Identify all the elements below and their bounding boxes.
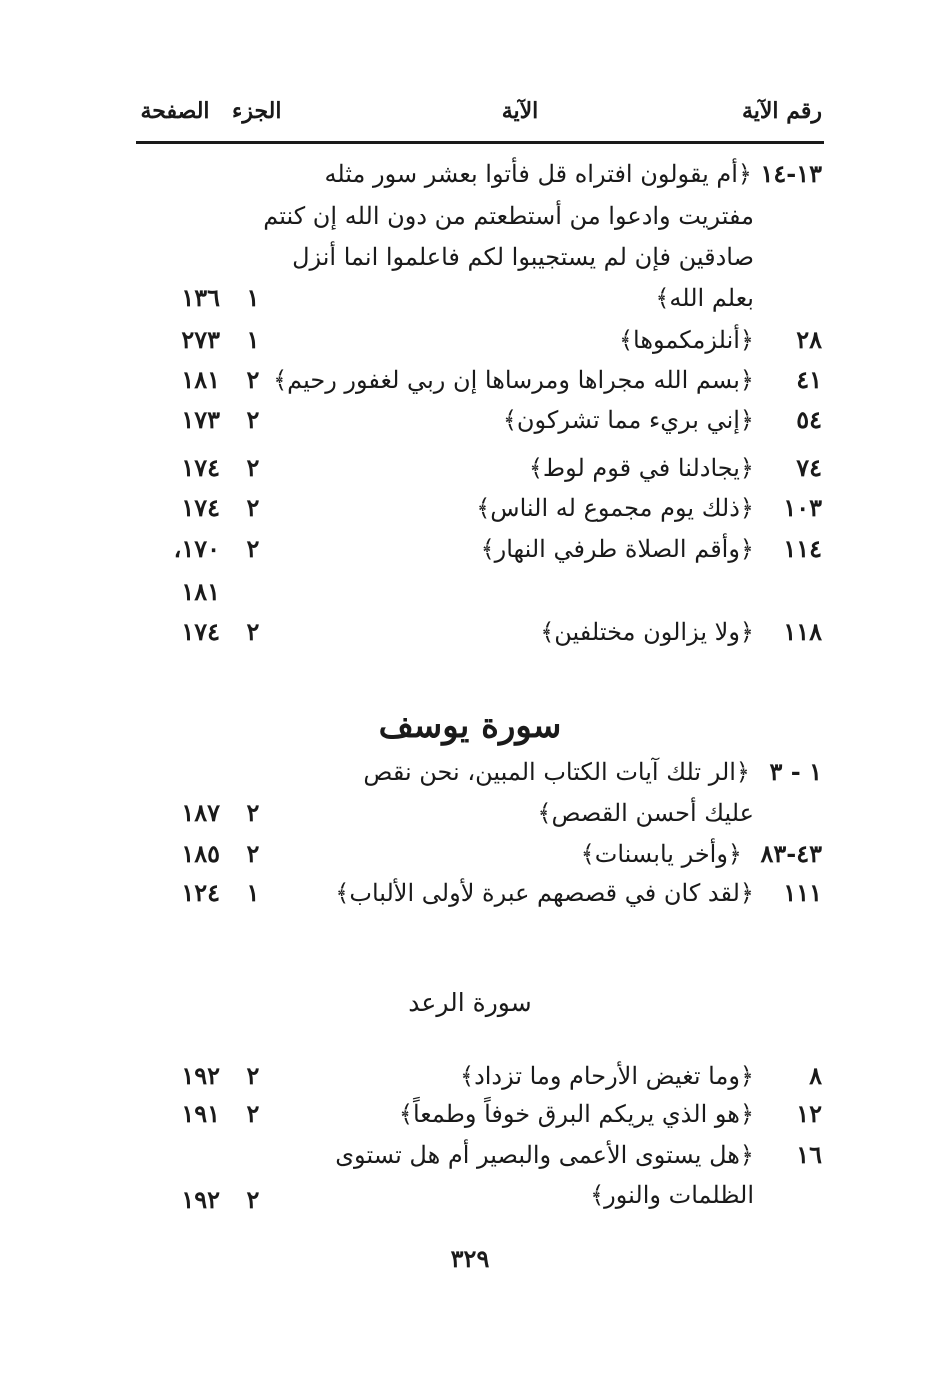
entry-verse-line: ﴿بسم الله مجراها ومرساها إن ربي لغفور رحيم﴾ (273, 366, 754, 394)
entry-verse-line: عليك أحسن القصص﴾ (537, 799, 754, 827)
entry-page: ١٩٢ (181, 1185, 220, 1214)
entry-juz: ٢ (246, 839, 260, 868)
entry-verse-line: ﴿أنلزمكموها﴾ (618, 326, 754, 354)
entry-verse-line: ﴿إني بريء مما تشركون﴾ (502, 406, 754, 434)
entry-verse-line: ﴿وما تغيض الأرحام وما تزداد﴾ (460, 1062, 754, 1090)
entry-page: ١٢٤ (181, 878, 220, 907)
entry-page: ١٨١ (181, 577, 220, 606)
entry-page: ١٧٣ (181, 405, 220, 434)
entry-juz: ٢ (246, 1061, 260, 1090)
entry-page: ١٧٤ (181, 493, 220, 522)
entry-verse-line: ﴿أم يقولون افتراه قل فأتوا بعشر سور مثله (324, 160, 752, 188)
entry-number: ٧٤ (796, 453, 822, 482)
entry-verse-line: ﴿وأقم الصلاة طرفي النهار﴾ (480, 535, 754, 563)
entry-number: ١٦ (796, 1140, 822, 1169)
entry-juz: ٢ (246, 453, 260, 482)
header-juz: الجزء (232, 98, 282, 124)
entry-number: ٢٨ (796, 325, 822, 354)
entry-juz: ٢ (246, 798, 260, 827)
entry-verse-line: ﴿لقد كان في قصصهم عبرة لأولى الألباب﴾ (335, 879, 754, 907)
page-number: ٣٢٩ (450, 1244, 490, 1273)
entry-number: ١١٤ (783, 534, 822, 563)
entry-number: ٨ (809, 1061, 822, 1090)
entry-juz: ١ (246, 325, 260, 354)
entry-juz: ١ (246, 878, 260, 907)
entry-number: ٥٤ (796, 405, 822, 434)
entry-juz: ٢ (246, 1185, 260, 1214)
entry-juz: ٢ (246, 405, 260, 434)
entry-verse-line: ﴿ولا يزالون مختلفين﴾ (540, 618, 754, 646)
entry-verse-line: صادقين فإن لم يستجيبوا لكم فاعلموا انما أنزل (292, 243, 754, 271)
entry-number: ١ - ٣ (769, 757, 822, 786)
entry-verse-line: ﴿وأخر يابسنات﴾ (580, 840, 742, 868)
entry-number: ٤١ (796, 365, 822, 394)
entry-juz: ٢ (246, 493, 260, 522)
entry-juz: ٢ (246, 617, 260, 646)
header-page: الصفحة (140, 98, 210, 124)
header-verse: الآية (501, 98, 539, 124)
entry-verse-line: ﴿هو الذي يريكم البرق خوفاً وطمعاً﴾ (398, 1100, 754, 1128)
entry-verse-line: الظلمات والنور﴾ (590, 1181, 754, 1209)
entry-verse-line: ﴿ذلك يوم مجموع له الناس﴾ (476, 494, 754, 522)
entry-page: ١٣٦ (181, 283, 220, 312)
entry-number: ٤٣-٨٣ (760, 839, 822, 868)
entry-verse-line: بعلم الله﴾ (655, 284, 754, 312)
entry-number: ١٣-١٤ (760, 159, 822, 188)
entry-page: ١٧٤ (181, 453, 220, 482)
entry-page: ١٧٠، (173, 534, 220, 563)
entry-page: ٢٧٣ (181, 325, 220, 354)
surah-title: سورة يوسف (378, 706, 562, 746)
surah-title: سورة الرعد (408, 988, 532, 1017)
entry-verse-line: ﴿يجادلنا في قوم لوط﴾ (528, 454, 754, 482)
entry-juz: ٢ (246, 1099, 260, 1128)
entry-juz: ٢ (246, 365, 260, 394)
entry-number: ١١١ (783, 878, 822, 907)
entry-page: ١٩١ (181, 1099, 220, 1128)
entry-page: ١٩٢ (181, 1061, 220, 1090)
entry-page: ١٨١ (181, 365, 220, 394)
header-verse-number: رقم الآية (741, 98, 822, 124)
entry-page: ١٧٤ (181, 617, 220, 646)
entry-verse-line: مفتريت وادعوا من أستطعتم من دون الله إن كنتم (263, 202, 754, 230)
header-rule (136, 141, 824, 144)
entry-juz: ١ (246, 283, 260, 312)
entry-number: ١٠٣ (783, 493, 822, 522)
entry-verse-line: ﴿هل يستوى الأعمى والبصير أم هل تستوى (335, 1141, 754, 1169)
entry-number: ١٢ (796, 1099, 822, 1128)
entry-juz: ٢ (246, 534, 260, 563)
entry-page: ١٨٧ (181, 798, 220, 827)
entry-number: ١١٨ (783, 617, 822, 646)
entry-verse-line: ﴿الر تلك آيات الكتاب المبين، نحن نقص (363, 758, 750, 786)
entry-page: ١٨٥ (181, 839, 220, 868)
